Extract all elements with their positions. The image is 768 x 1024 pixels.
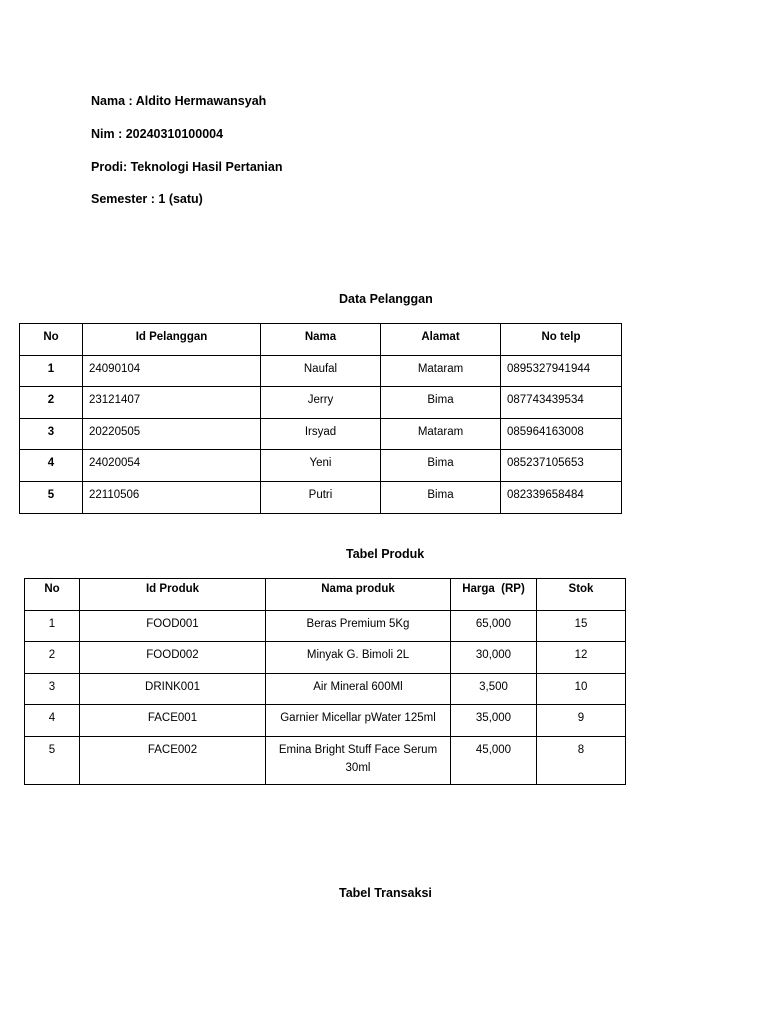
table-row: [20, 481, 622, 513]
table-cell: 5: [20, 481, 83, 513]
table-cell: 4: [25, 705, 80, 737]
table-cell: 3: [20, 418, 83, 450]
table-cell: 35,000: [451, 705, 537, 737]
table-row: [20, 450, 622, 482]
table-row: [20, 355, 622, 387]
produk-table: [24, 578, 626, 785]
header-cell: Nama produk: [266, 579, 451, 611]
table-cell: 0895327941944: [501, 355, 622, 387]
table-cell: FOOD001: [80, 610, 266, 642]
table-cell: 082339658484: [501, 481, 622, 513]
table-cell: 3,500: [451, 673, 537, 705]
table-header-row: [25, 579, 626, 611]
pelanggan-title: Data Pelanggan: [339, 292, 433, 306]
student-prodi: Prodi: Teknologi Hasil Pertanian: [91, 160, 283, 174]
table-cell: Mataram: [381, 418, 501, 450]
header-cell: No telp: [501, 324, 622, 356]
student-name: Nama : Aldito Hermawansyah: [91, 94, 267, 108]
table-cell: 3: [25, 673, 80, 705]
table-cell: Garnier Micellar pWater 125ml: [266, 705, 451, 737]
table-cell: Jerry: [261, 387, 381, 419]
table-cell: FOOD002: [80, 642, 266, 674]
table-cell: 22110506: [83, 481, 261, 513]
header-cell: No: [20, 324, 83, 356]
table-cell: 24020054: [83, 450, 261, 482]
table-cell: 2: [25, 642, 80, 674]
pelanggan-table: [19, 323, 622, 514]
table-cell: 15: [537, 610, 626, 642]
table-cell: 20220505: [83, 418, 261, 450]
table-row: [25, 610, 626, 642]
table-header-row: [20, 324, 622, 356]
table-cell: Yeni: [261, 450, 381, 482]
table-cell: 1: [20, 355, 83, 387]
table-row: [25, 673, 626, 705]
table-cell: 8: [537, 736, 626, 784]
student-nim: Nim : 20240310100004: [91, 127, 224, 141]
header-cell: Harga (RP): [451, 579, 537, 611]
table-cell: 085964163008: [501, 418, 622, 450]
header-cell: No: [25, 579, 80, 611]
table-cell: 2: [20, 387, 83, 419]
table-cell: 24090104: [83, 355, 261, 387]
table-cell: 085237105653: [501, 450, 622, 482]
table-row: [20, 387, 622, 419]
table-cell: Irsyad: [261, 418, 381, 450]
table-cell: Minyak G. Bimoli 2L: [266, 642, 451, 674]
table-cell: 23121407: [83, 387, 261, 419]
table-cell: DRINK001: [80, 673, 266, 705]
table-cell: 30,000: [451, 642, 537, 674]
header-cell: Nama: [261, 324, 381, 356]
table-cell: Bima: [381, 450, 501, 482]
table-cell: 9: [537, 705, 626, 737]
transaksi-title: Tabel Transaksi: [339, 886, 432, 900]
header-cell: Alamat: [381, 324, 501, 356]
table-cell: FACE002: [80, 736, 266, 784]
header-cell: Id Pelanggan: [83, 324, 261, 356]
table-cell: Bima: [381, 387, 501, 419]
header-cell: Stok: [537, 579, 626, 611]
table-cell: Air Mineral 600Ml: [266, 673, 451, 705]
table-row: [20, 418, 622, 450]
table-cell: Bima: [381, 481, 501, 513]
table-row: [25, 705, 626, 737]
table-cell: 4: [20, 450, 83, 482]
table-cell: 087743439534: [501, 387, 622, 419]
table-cell: Beras Premium 5Kg: [266, 610, 451, 642]
table-cell: Naufal: [261, 355, 381, 387]
table-cell: 1: [25, 610, 80, 642]
table-row: [25, 736, 626, 784]
table-cell: Emina Bright Stuff Face Serum 30ml: [266, 736, 451, 784]
header-cell: Id Produk: [80, 579, 266, 611]
table-cell: FACE001: [80, 705, 266, 737]
table-cell: 12: [537, 642, 626, 674]
produk-title: Tabel Produk: [346, 547, 425, 561]
table-cell: Mataram: [381, 355, 501, 387]
table-row: [25, 642, 626, 674]
table-cell: 10: [537, 673, 626, 705]
table-cell: 5: [25, 736, 80, 784]
student-semester: Semester : 1 (satu): [91, 192, 203, 206]
table-cell: 45,000: [451, 736, 537, 784]
table-cell: 65,000: [451, 610, 537, 642]
table-cell: Putri: [261, 481, 381, 513]
